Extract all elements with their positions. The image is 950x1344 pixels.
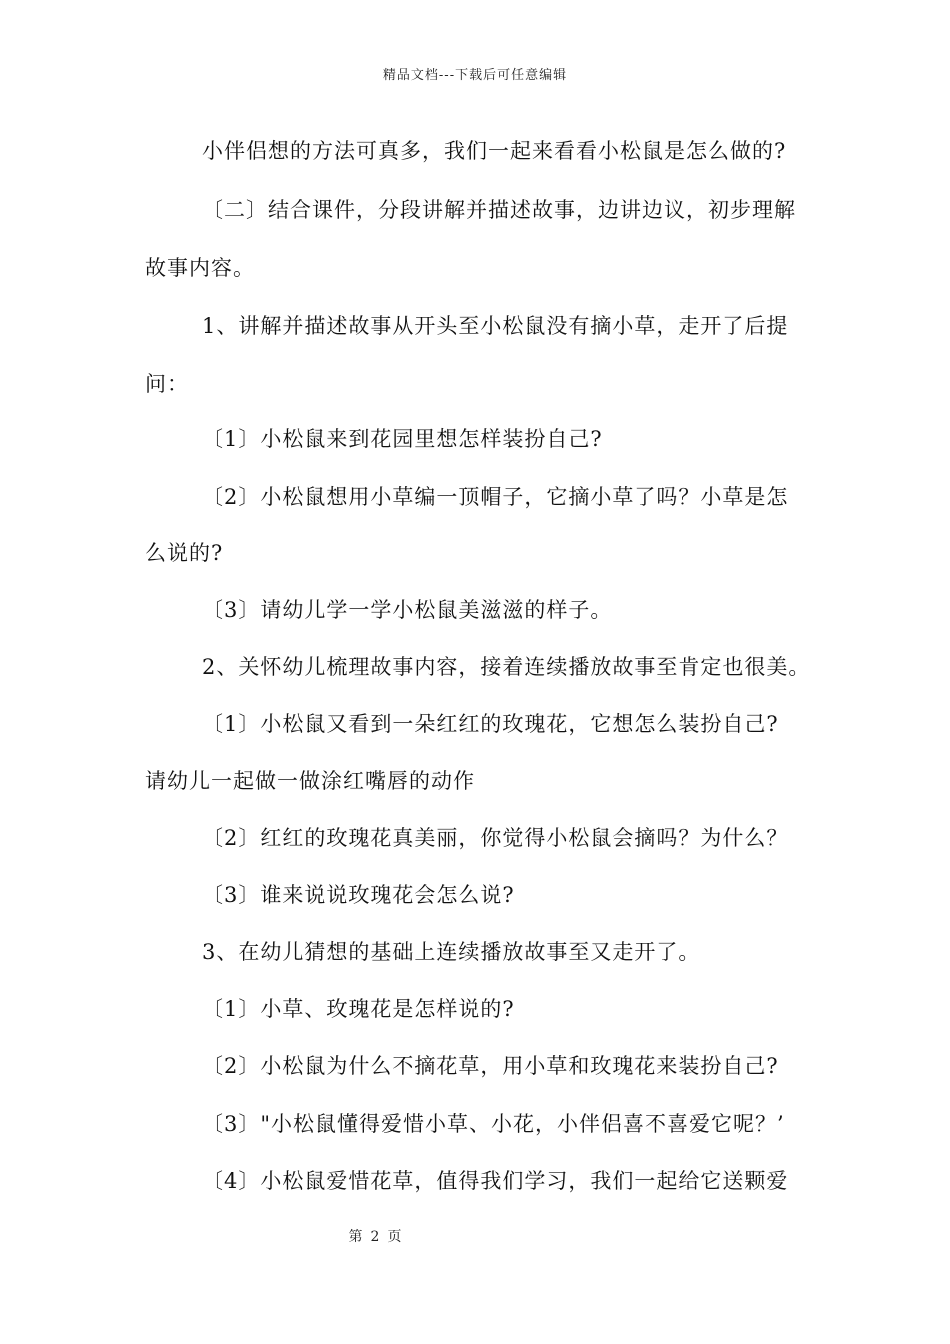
- page-header: 精品文档---下载后可任意编辑: [382, 68, 568, 83]
- paragraph-line: 请幼儿一起做一做涂红嘴唇的动作: [145, 769, 475, 793]
- paragraph-line: 么说的?: [145, 541, 224, 565]
- paragraph-line: 〔3〕谁来说说玫瑰花会怎么说?: [202, 883, 515, 907]
- paragraph-line: 〔2〕小松鼠想用小草编一顶帽子，它摘小草了吗？小草是怎: [202, 485, 789, 509]
- paragraph-line: 〔1〕小松鼠又看到一朵红红的玫瑰花，它想怎么装扮自己?: [202, 712, 779, 736]
- paragraph-line: 故事内容。: [145, 256, 255, 280]
- paragraph-line: 1、讲解并描述故事从开头至小松鼠没有摘小草，走开了后提: [202, 314, 789, 338]
- paragraph-line: 〔1〕小草、玫瑰花是怎样说的?: [202, 997, 515, 1021]
- paragraph-line: 〔4〕小松鼠爱惜花草，值得我们学习，我们一起给它送颗爱: [202, 1169, 789, 1193]
- paragraph-line: 〔二〕结合课件，分段讲解并描述故事，边讲边议，初步理解: [202, 198, 796, 222]
- paragraph-line: 3、在幼儿猜想的基础上连续播放故事至又走开了。: [202, 940, 701, 964]
- page-number-suffix: 页: [387, 1229, 402, 1245]
- paragraph-line: 2、关怀幼儿梳理故事内容，接着连续播放故事至肯定也很美。: [202, 655, 811, 679]
- page-footer: [0, 1226, 750, 1246]
- paragraph-line: 〔2〕红红的玫瑰花真美丽，你觉得小松鼠会摘吗？为什么？: [202, 826, 789, 850]
- page-number: 2: [370, 1229, 380, 1245]
- page-number-prefix: 第: [348, 1229, 363, 1245]
- paragraph-line: 〔2〕小松鼠为什么不摘花草，用小草和玫瑰花来装扮自己?: [202, 1054, 779, 1078]
- paragraph-line: 问：: [145, 372, 189, 396]
- paragraph-line: 〔3〕请幼儿学一学小松鼠美滋滋的样子。: [202, 598, 613, 622]
- paragraph-line: 〔3〕"小松鼠懂得爱惜小草、小花，小伴侣喜不喜爱它呢？’: [202, 1112, 785, 1136]
- paragraph-line: 小伴侣想的方法可真多，我们一起来看看小松鼠是怎么做的?: [202, 139, 787, 163]
- paragraph-line: 〔1〕小松鼠来到花园里想怎样装扮自己?: [202, 427, 603, 451]
